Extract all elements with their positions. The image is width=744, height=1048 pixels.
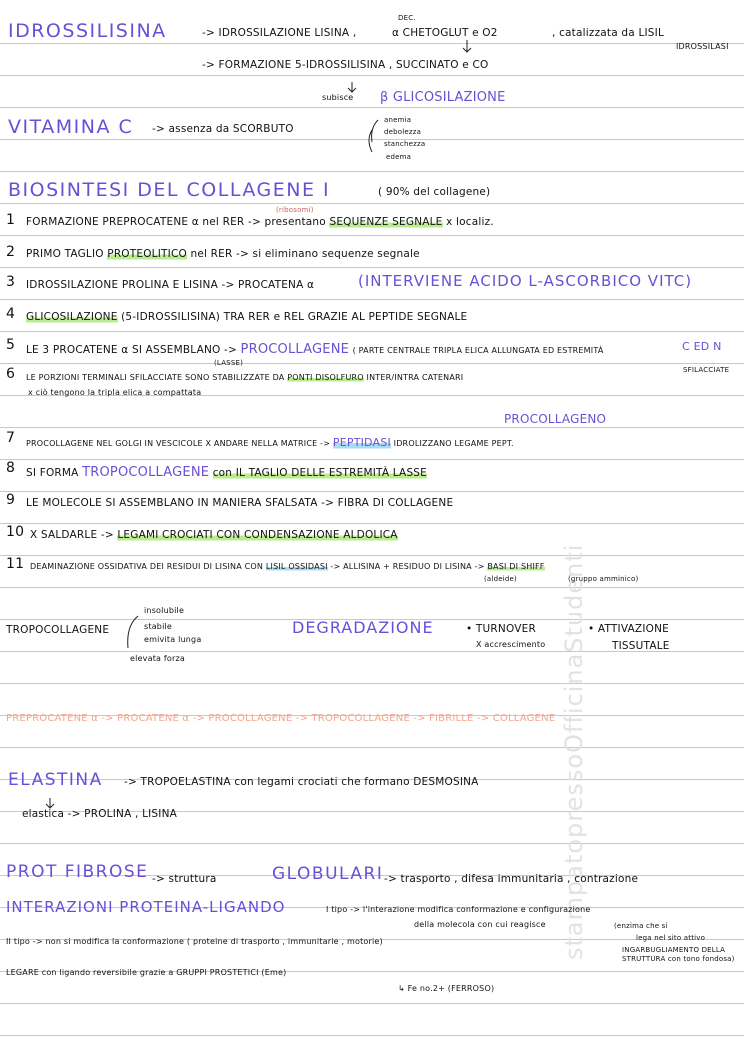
globulari-title: GLOBULARI: [272, 864, 384, 884]
collagen-note: ( 90% del collagene): [378, 186, 491, 198]
procollageno-label: PROCOLLAGENO: [504, 412, 607, 426]
biosintesi-title: BIOSINTESI DEL COLLAGENE I: [8, 179, 331, 201]
step-number: 3: [6, 274, 16, 290]
ribosomi-note: (ribosomi): [276, 206, 314, 214]
dec-label: DEC.: [398, 14, 416, 22]
accrescimento: X accrescimento: [476, 640, 546, 649]
step-number: 2: [6, 244, 16, 260]
sfilacciate-side: SFILACCIATE: [683, 366, 730, 374]
subisce-label: subisce: [322, 93, 354, 102]
c-ed-n: C ED N: [682, 340, 722, 353]
step-1: FORMAZIONE PREPROCATENE α nel RER -> presentano SEQUENZE SEGNALE x localiz.: [26, 216, 494, 228]
step-6-line2: x ciò tengono la tripla elica a compattata: [28, 388, 202, 397]
step-number: 10: [6, 524, 25, 540]
prop-forza: elevata forza: [130, 654, 185, 663]
aldeide-note: (aldeide): [484, 575, 517, 583]
legare-text: LEGARE con ligando reversibile grazie a GRUPPI PROSTETICI (Eme): [6, 968, 287, 977]
step-7: PROCOLLAGENE NEL GOLGI IN VESCICOLE X ANDARE NELLA MATRICE -> PEPTIDASI IDROLIZZANO LEGAME PEPT.: [26, 436, 514, 449]
scorbuto-text: -> assenza da SCORBUTO: [152, 123, 294, 135]
step-4: GLICOSILAZIONE (5-IDROSSILISINA) TRA RER e REL GRAZIE AL PEPTIDE SEGNALE: [26, 311, 468, 323]
enzyme-side-3: INGARBUGLIAMENTO DELLA STRUTTURA con tono fondosa): [622, 946, 735, 963]
tipo-2: II tipo -> non si modifica la conformazione ( proteine di trasporto , immunitarie , motorie): [6, 937, 383, 946]
step-9: LE MOLECOLE SI ASSEMBLANO IN MANIERA SFALSATA -> FIBRA DI COLLAGENE: [26, 497, 454, 509]
vitc-note: (INTERVIENE ACIDO L-ASCORBICO VITC): [358, 272, 693, 290]
prop-emivita: emivita lunga: [144, 635, 202, 644]
symptom-stanchezza: stanchezza: [384, 140, 426, 148]
step-number: 8: [6, 460, 16, 476]
step-5: LE 3 PROCATENE α SI ASSEMBLANO -> PROCOLLAGENE ( PARTE CENTRALE TRIPLA ELICA ALLUNGATA ED ESTREMITÀ: [26, 342, 604, 357]
glicosilazione-label: β GLICOSILAZIONE: [380, 90, 506, 105]
step-10: X SALDARLE -> LEGAMI CROCIATI CON CONDENSAZIONE ALDOLICA: [30, 529, 398, 541]
interazioni-title: INTERAZIONI PROTEINA-LIGANDO: [6, 898, 286, 916]
formazione-text: -> FORMAZIONE 5-IDROSSILISINA , SUCCINATO e CO: [202, 59, 489, 71]
symptom-edema: edema: [386, 153, 412, 161]
tropocollagene-label: TROPOCOLLAGENE: [6, 624, 110, 636]
prop-insolubile: insolubile: [144, 606, 185, 615]
ketoglut-text: α CHETOGLUT e O2: [392, 27, 498, 39]
collagen-chain: PREPROCATENE α -> PROCATENE α -> PROCOLLAGENE -> TROPOCOLLAGENE -> FIBRILLE -> COLLAGENE: [6, 713, 556, 724]
step-number: 4: [6, 306, 16, 322]
symptom-anemia: anemia: [384, 116, 412, 124]
step-number: 6: [6, 366, 16, 382]
tissutale: TISSUTALE: [612, 640, 670, 652]
step-11: DEAMINAZIONE OSSIDATIVA DEI RESIDUI DI LISINA CON LISIL OSSIDASI -> ALLISINA + RESIDUO DI LISINA -> BASI DI SHIFF: [30, 562, 545, 571]
symptom-debolezza: debolezza: [384, 128, 422, 136]
prop-stabile: stabile: [144, 622, 173, 631]
ferroso-text: ↳ Fe no.2+ (FERROSO): [398, 984, 495, 993]
globulari-text: -> trasporto , difesa immunitaria , contrazione: [384, 873, 639, 885]
catalyzed-text: , catalizzata da LISIL: [552, 27, 665, 39]
step-number: 7: [6, 430, 16, 446]
step-number: 5: [6, 337, 16, 353]
lasse-note: (LASSE): [214, 359, 244, 367]
step-number: 11: [6, 556, 25, 572]
gruppo-amminico-note: (gruppo amminico): [568, 575, 639, 583]
tipo-1-line2: della molecola con cui reagisce: [414, 920, 546, 929]
enzyme-label: IDROSSILASI: [676, 42, 729, 51]
idrossilazione-text: -> IDROSSILAZIONE LISINA ,: [202, 27, 357, 39]
tipo-1: I tipo -> l'interazione modifica conformazione e configurazione: [326, 905, 591, 914]
attivazione: • ATTIVAZIONE: [588, 623, 669, 635]
step-6: LE PORZIONI TERMINALI SFILACCIATE SONO STABILIZZATE DA PONTI DISOLFURO INTER/INTRA CATENARI: [26, 373, 464, 382]
enzyme-side-1: (enzima che si: [614, 922, 668, 930]
step-3: IDROSSILAZIONE PROLINA E LISINA -> PROCATENA α: [26, 279, 315, 291]
struttura-text: -> struttura: [152, 873, 217, 885]
vitamina-c-title: VITAMINA C: [8, 116, 134, 138]
step-number: 9: [6, 492, 16, 508]
tropoelastina-text: -> TROPOELASTINA con legami crociati che formano DESMOSINA: [124, 776, 479, 788]
elastica-text: elastica -> PROLINA , LISINA: [22, 808, 178, 820]
step-number: 1: [6, 212, 16, 228]
step-8: SI FORMA TROPOCOLLAGENE con IL TAGLIO DELLE ESTREMITÀ LASSE: [26, 465, 428, 480]
step-2: PRIMO TAGLIO PROTEOLITICO nel RER -> si eliminano sequenze segnale: [26, 248, 420, 260]
degradazione-title: DEGRADAZIONE: [292, 618, 434, 637]
turnover: • TURNOVER: [466, 623, 536, 635]
prot-fibrose-title: PROT FIBROSE: [6, 862, 149, 882]
enzyme-side-2: lega nel sito attivo: [636, 934, 706, 942]
watermark: stampatopressoOfficinaStudenti: [560, 543, 588, 960]
elastina-title: ELASTINA: [8, 770, 103, 790]
idrossilisina-title: IDROSSILISINA: [8, 20, 167, 42]
